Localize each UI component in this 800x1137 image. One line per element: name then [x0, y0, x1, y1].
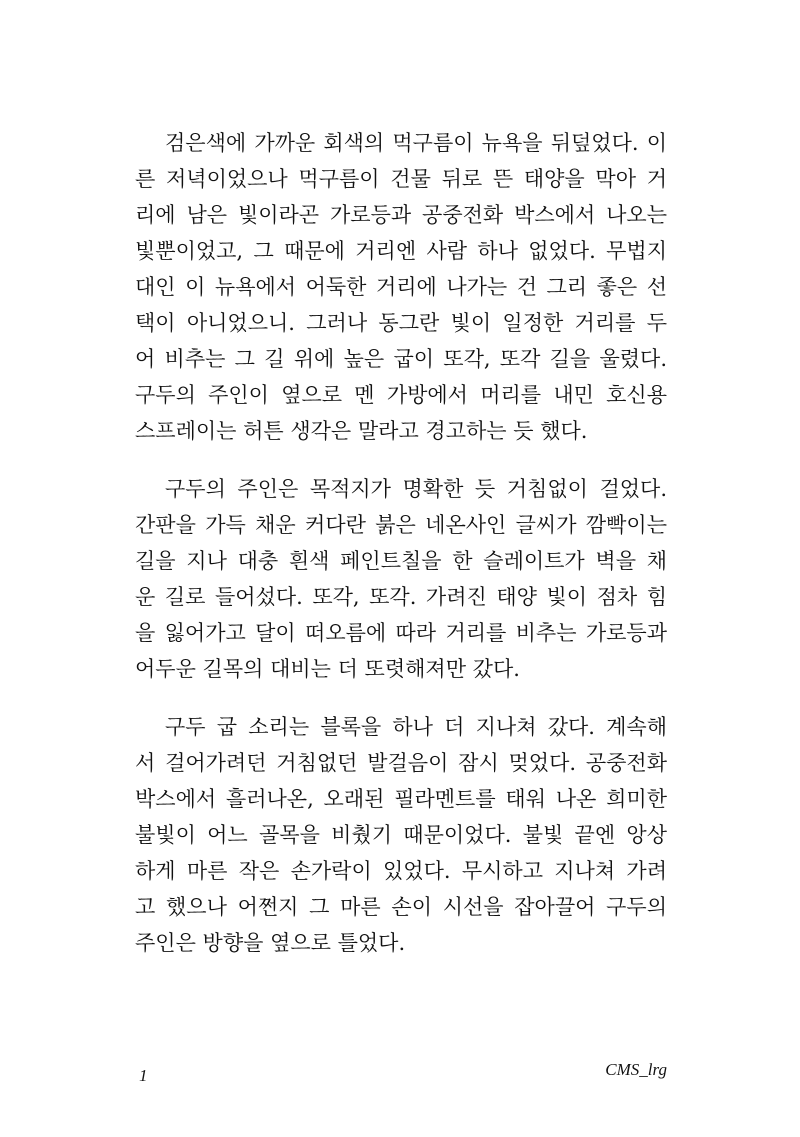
text-line: 리에 남은 빛이라곤 가로등과 공중전화 박스에서 나오는 — [135, 203, 667, 227]
text-line: 서 걸어가려던 거침없던 발걸음이 잠시 멎었다. 공중전화 — [135, 751, 667, 775]
page-number: 1 — [139, 1066, 148, 1085]
paragraph-1 — [135, 125, 667, 449]
text-line: 불빛이 어느 골목을 비췄기 때문이었다. 불빛 끝엔 앙상 — [135, 823, 667, 847]
text-line: 른 저녁이었으나 먹구름이 건물 뒤로 뜬 태양을 막아 거 — [135, 167, 667, 191]
text-line: 박스에서 흘러나온, 오래된 필라멘트를 태워 나온 희미한 — [135, 787, 667, 811]
text-line: 고 했으나 어쩐지 그 마른 손이 시선을 잡아끌어 구두의 — [135, 895, 667, 919]
document-code: CMS_lrg — [605, 1060, 667, 1079]
text-line: 스프레이는 허튼 생각은 말라고 경고하는 듯 했다. — [135, 419, 588, 443]
text-line: 빛뿐이었고, 그 때문에 거리엔 사람 하나 없었다. 무법지 — [135, 239, 667, 263]
text-line: 길을 지나 대충 흰색 페인트칠을 한 슬레이트가 벽을 채 — [135, 549, 667, 573]
text-line: 어두운 길목의 대비는 더 또렷해져만 갔다. — [135, 657, 520, 681]
text-line: 검은색에 가까운 회색의 먹구름이 뉴욕을 뒤덮었다. 이 — [165, 131, 667, 155]
text-line: 간판을 가득 채운 커다란 붉은 네온사인 글씨가 깜빡이는 — [135, 513, 667, 537]
paragraph-2 — [135, 471, 667, 687]
text-line: 구두의 주인은 목적지가 명확한 듯 거침없이 걸었다. — [165, 477, 667, 501]
text-line: 운 길로 들어섰다. 또각, 또각. 가려진 태양 빛이 점차 힘 — [135, 585, 667, 609]
text-line: 하게 마른 작은 손가락이 있었다. 무시하고 지나쳐 가려 — [135, 859, 667, 883]
text-line: 대인 이 뉴욕에서 어둑한 거리에 나가는 건 그리 좋은 선 — [135, 275, 667, 299]
text-line: 구두 굽 소리는 블록을 하나 더 지나쳐 갔다. 계속해 — [165, 715, 667, 739]
text-line: 택이 아니었으니. 그러나 동그란 빛이 일정한 거리를 두 — [135, 311, 667, 335]
paragraph-3 — [135, 709, 667, 961]
text-line: 주인은 방향을 옆으로 틀었다. — [135, 931, 406, 955]
text-line: 구두의 주인이 옆으로 멘 가방에서 머리를 내민 호신용 — [135, 383, 667, 407]
text-line: 을 잃어가고 달이 떠오름에 따라 거리를 비추는 가로등과 — [135, 621, 667, 645]
page-footer — [135, 1060, 667, 1090]
text-line: 어 비추는 그 길 위에 높은 굽이 또각, 또각 길을 울렸다. — [135, 347, 667, 371]
document-page — [135, 125, 667, 983]
